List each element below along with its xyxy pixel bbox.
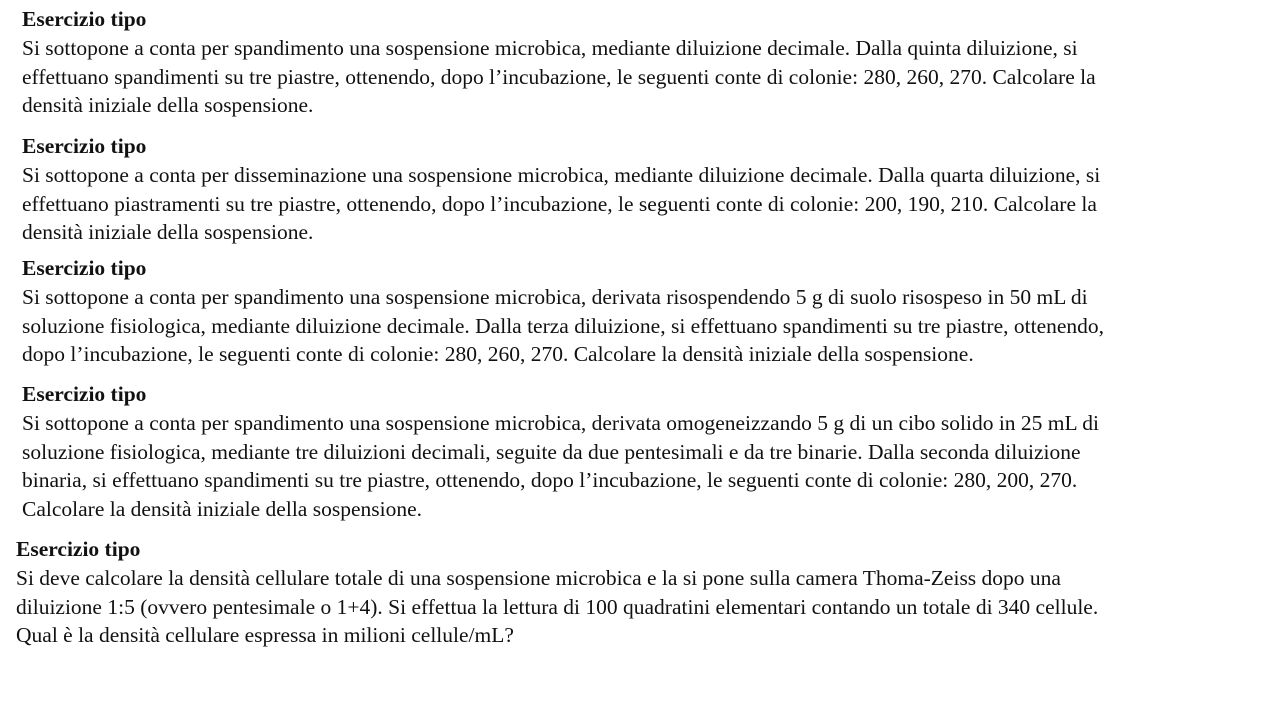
exercise-text <box>22 283 1262 369</box>
exercise-title: Esercizio tipo <box>22 382 147 406</box>
exercise-text-line: densità iniziale della sospensione. <box>22 220 314 245</box>
exercise-text-line: Si sottopone a conta per spandimento una sospensione microbica, derivata risospendendo 5 g di suolo risospeso in 50 mL di <box>22 284 1088 309</box>
exercise-text-line: Si sottopone a conta per disseminazione una sospensione microbica, mediante diluizione decimale. Dalla quarta diluizione, si <box>22 162 1101 187</box>
exercise-4 <box>22 380 1262 524</box>
exercise-text-line: effettuano piastramenti su tre piastre, ottenendo, dopo l’incubazione, le seguenti conte di colonie: 200, 190, 210. Calcolare la <box>22 191 1097 216</box>
exercise-2 <box>22 132 1262 247</box>
exercise-text <box>22 161 1262 247</box>
exercise-1 <box>22 5 1262 120</box>
exercise-text <box>16 564 1266 650</box>
exercise-title: Esercizio tipo <box>22 134 147 158</box>
exercise-text-line: dopo l’incubazione, le seguenti conte di colonie: 280, 260, 270. Calcolare la densità iniziale della sospensione. <box>22 342 974 367</box>
exercise-text-line: Calcolare la densità iniziale della sospensione. <box>22 497 422 522</box>
exercise-text <box>22 409 1262 524</box>
exercise-text-line: binaria, si effettuano spandimenti su tre piastre, ottenendo, dopo l’incubazione, le seguenti conte di colonie: 280, 200, 270. <box>22 468 1078 493</box>
exercise-text-line: effettuano spandimenti su tre piastre, ottenendo, dopo l’incubazione, le seguenti conte di colonie: 280, 260, 270. Calcolare la <box>22 64 1096 89</box>
exercise-text-line: densità iniziale della sospensione. <box>22 93 314 118</box>
exercise-5 <box>16 535 1266 650</box>
exercise-3 <box>22 254 1262 369</box>
exercise-text-line: soluzione fisiologica, mediante tre diluizioni decimali, seguite da due pentesimali e da tre binarie. Dalla seconda diluizione <box>22 439 1081 464</box>
exercise-text-line: Qual è la densità cellulare espressa in milioni cellule/mL? <box>16 623 514 648</box>
exercise-text-line: Si deve calcolare la densità cellulare totale di una sospensione microbica e la si pone sulla camera Thoma-Zeiss dopo una <box>16 565 1061 590</box>
exercise-title: Esercizio tipo <box>16 537 141 561</box>
exercise-text-line: diluizione 1:5 (ovvero pentesimale o 1+4). Si effettua la lettura di 100 quadratini elementari contando un totale di 340 cellule. <box>16 594 1099 619</box>
exercise-title: Esercizio tipo <box>22 256 147 280</box>
exercise-text-line: soluzione fisiologica, mediante diluizione decimale. Dalla terza diluizione, si effettuano spandimenti su tre piastre, ottenendo, <box>22 313 1105 338</box>
exercise-text-line: Si sottopone a conta per spandimento una sospensione microbica, mediante diluizione decimale. Dalla quinta diluizione, si <box>22 35 1078 60</box>
exercise-text <box>22 34 1262 120</box>
exercise-text-line: Si sottopone a conta per spandimento una sospensione microbica, derivata omogeneizzando 5 g di un cibo solido in 25 mL di <box>22 410 1099 435</box>
exercise-title: Esercizio tipo <box>22 7 147 31</box>
